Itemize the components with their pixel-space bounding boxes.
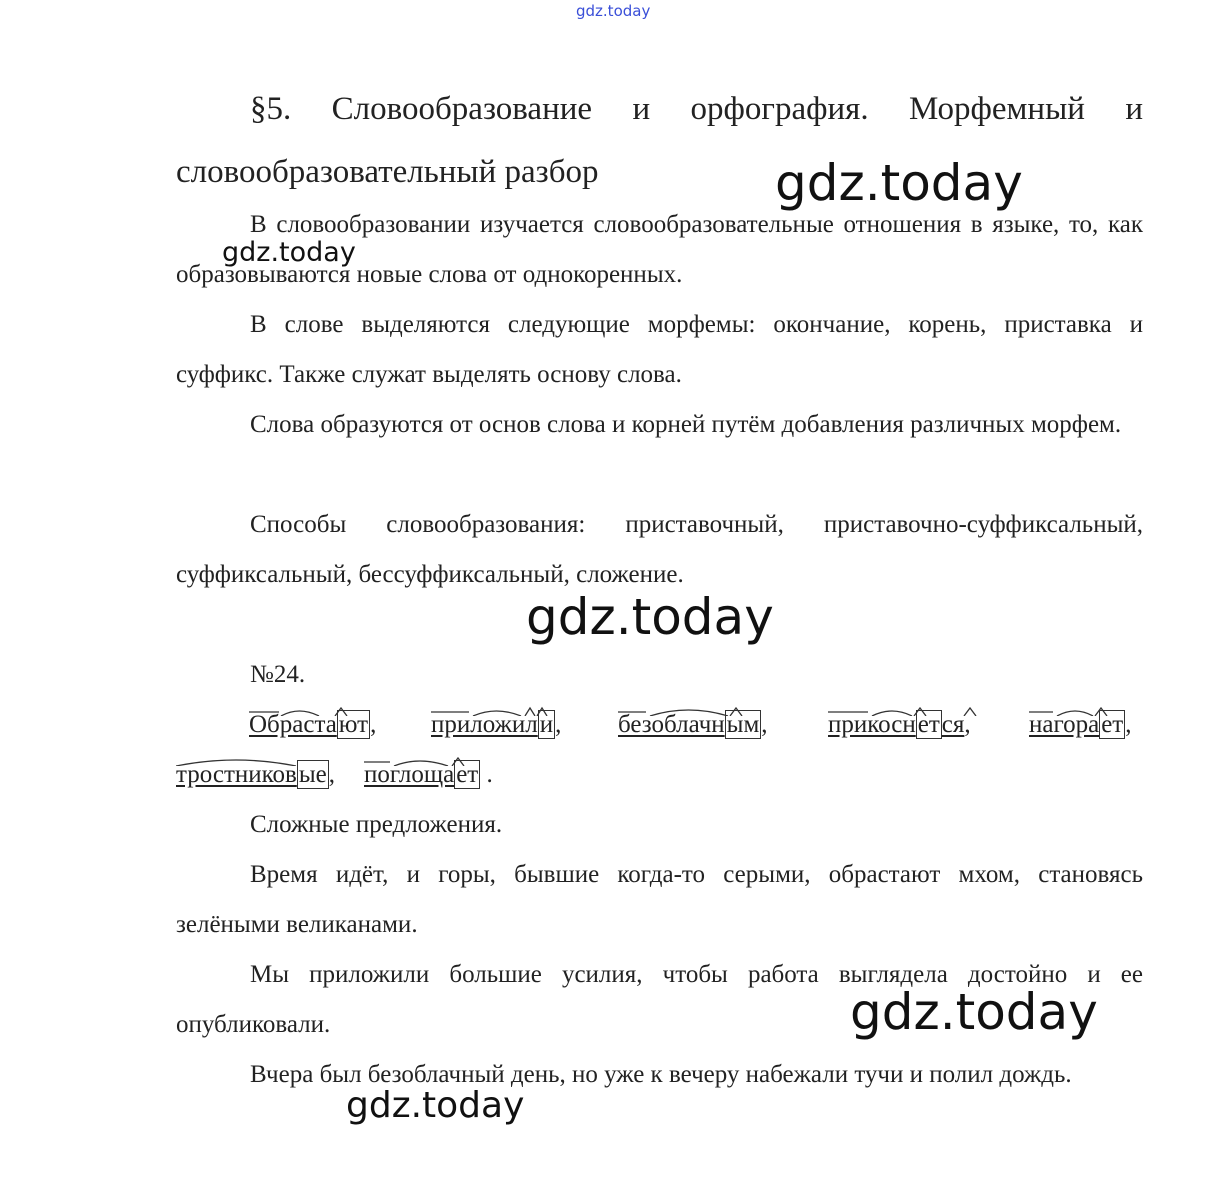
paragraph-2: В слове выделяются следующие морфемы: окончание, корень, приставка и суффикс. Также служат выделять основу слова. bbox=[176, 311, 1143, 388]
word-pogloshchaet bbox=[364, 750, 493, 800]
paragraph-4: Способы словообразования: приставочный, приставочно-суффиксальный, суффиксальный, бессуффиксальный, сложение. bbox=[176, 511, 1143, 588]
word-bezoblachnym bbox=[618, 700, 768, 750]
word-trostnikovye bbox=[176, 750, 335, 800]
sentence-2: Мы приложили большие усилия, чтобы работа выглядела достойно и ее опубликовали. bbox=[176, 961, 1143, 1038]
word-prilozhili bbox=[431, 700, 561, 750]
watermark-large-3: gdz.today bbox=[850, 983, 1098, 1041]
watermark-large-1: gdz.today bbox=[775, 154, 1023, 212]
sentence-1: Время идёт, и горы, бывшие когда-то серыми, обрастают мхом, становясь зелёными великанами. bbox=[176, 861, 1143, 938]
word-ending: ет bbox=[456, 761, 479, 788]
word-nagoraet bbox=[1029, 700, 1131, 750]
task-number: №24. bbox=[250, 661, 306, 688]
word-stem: нагора bbox=[1029, 711, 1100, 738]
word-stem: приложил bbox=[431, 711, 538, 738]
word-ending: ые bbox=[298, 761, 327, 788]
paragraph-1: В словообразовании изучается словообразовательные отношения в языке, то, как образовываются новые слова от однокоренных. bbox=[176, 211, 1143, 288]
word-ending: и bbox=[539, 711, 554, 738]
word-separator: , bbox=[555, 711, 562, 738]
sentence-3: Вчера был безоблачный день, но уже к вечеру набежали тучи и полил дождь. bbox=[250, 1061, 1072, 1088]
morpheme-analysis bbox=[176, 700, 1143, 800]
word-separator: . bbox=[480, 761, 493, 788]
word-ending: ет bbox=[917, 711, 940, 738]
word-stem: поглоща bbox=[364, 761, 455, 788]
word-separator: , bbox=[1125, 711, 1132, 738]
watermark-large-2: gdz.today bbox=[526, 588, 774, 646]
word-stem: безоблачн bbox=[618, 711, 725, 738]
word-separator: , bbox=[370, 711, 377, 738]
word-prikosnetsya bbox=[828, 700, 971, 750]
subheading: Сложные предложения. bbox=[250, 811, 503, 838]
word-separator: , bbox=[328, 761, 335, 788]
word-separator: , bbox=[964, 711, 971, 738]
watermark-top: gdz.today bbox=[576, 2, 651, 20]
word-postfix: ся bbox=[941, 711, 965, 738]
word-obrastayut bbox=[249, 700, 376, 750]
section-heading: §5. Словообразование и орфография. Морфемный и словообразовательный разбор bbox=[176, 91, 1143, 190]
word-ending: ют bbox=[338, 711, 369, 738]
watermark-small-1: gdz.today bbox=[222, 237, 356, 268]
word-ending: ет bbox=[1101, 711, 1124, 738]
word-stem: прикосн bbox=[828, 711, 916, 738]
paragraph-3: Слова образуются от основ слова и корней путём добавления различных морфем. bbox=[250, 411, 1122, 438]
watermark-medium-1: gdz.today bbox=[346, 1085, 525, 1126]
word-stem: Обраста bbox=[249, 711, 337, 738]
word-ending: ым bbox=[726, 711, 760, 738]
word-stem: тростников bbox=[176, 761, 297, 788]
word-separator: , bbox=[761, 711, 768, 738]
